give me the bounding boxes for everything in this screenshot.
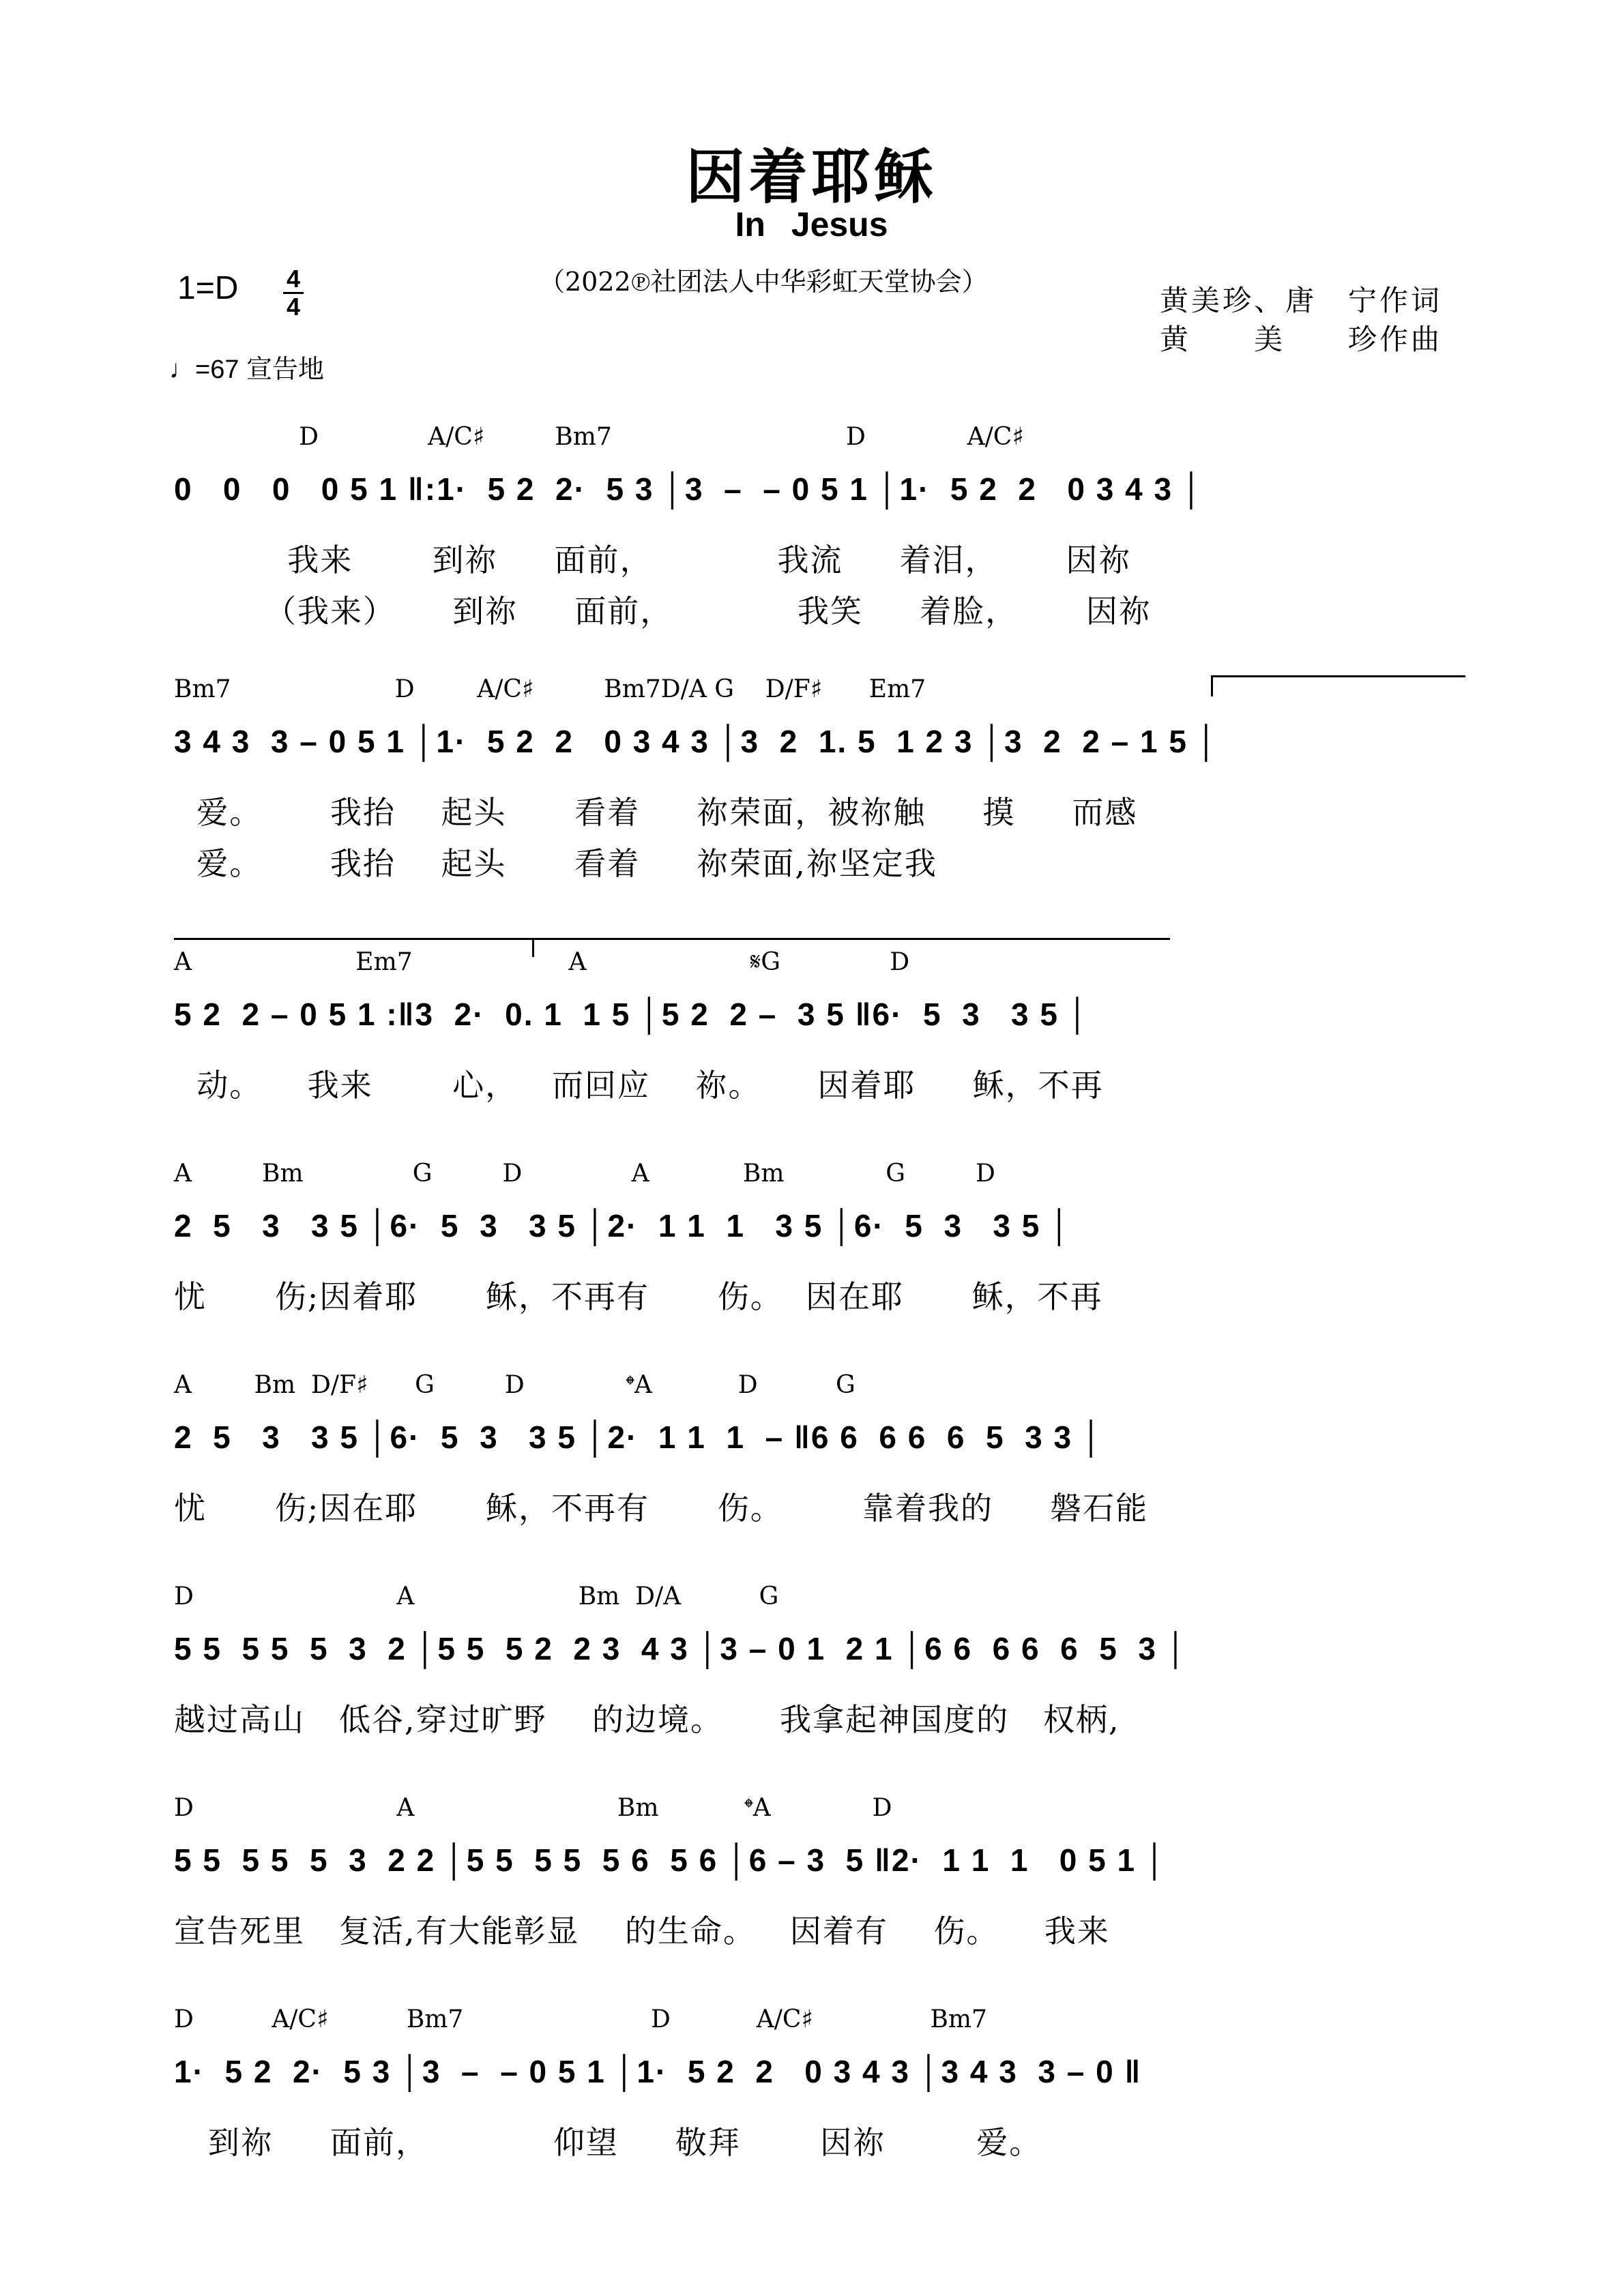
- lyric-verse-2: 爱。 我抬 起头 看着 祢荣面,祢坚定我: [174, 845, 937, 882]
- volta-bracket-2: [532, 938, 1169, 957]
- chord-line: A Bm D/F♯ G D 𝄌A D G: [174, 1371, 856, 1399]
- key-signature: 1=D: [177, 270, 239, 306]
- notation-line: 5 5 5 5 5 3 2 2 │5 5 5 5 5 6 5 6 │6 – 3 5 ‖2· 1 1 1 0 5 1 │: [174, 1842, 1167, 1878]
- score-system-2: [174, 675, 1463, 880]
- chord-line: Bm7 D A/C♯ Bm7D/A G D/F♯ Em7: [174, 675, 926, 703]
- notation-line: 0 0 0 0 5 1 ‖:1· 5 2 2· 5 3 │3 – – 0 5 1 │1· 5 2 2 0 3 4 3 │: [174, 471, 1204, 507]
- notation-line: 3 4 3 3 – 0 5 1 │1· 5 2 2 0 3 4 3 │3 2 1. 5 1 2 3 │3 2 2 – 1 5 │: [174, 724, 1219, 759]
- lyric-verse-1: 我来 到祢 面前， 我流 着泪， 因祢: [174, 542, 1132, 578]
- notation-line: 2 5 3 3 5 │6· 5 3 3 5 │2· 1 1 1 – ‖6 6 6 6 6 5 3 3 │: [174, 1419, 1104, 1455]
- copyright-notice: （2022℗社团法人中华彩虹天堂协会）: [539, 267, 988, 297]
- song-subtitle: In Jesus: [735, 205, 888, 244]
- lyric-verse-2: （我来） 到祢 面前， 我笑 着脸， 因祢: [174, 593, 1152, 630]
- chord-line: D A Bm 𝄌A D: [174, 1794, 892, 1822]
- lyric-verse-1: 宣告死里 复活,有大能彰显 的生命。 因着有 伤。 我来: [174, 1913, 1110, 1949]
- score-system-7: [174, 1794, 1463, 1964]
- lyric-verse-1: 动。 我来 心， 而回应 祢。 因着耶 稣，不再: [174, 1067, 1104, 1104]
- chord-line: D A/C♯ Bm7 D A/C♯: [174, 423, 1024, 451]
- lyric-verse-1: 忧 伤;因在耶 稣，不再有 伤。 靠着我的 磐石能: [174, 1490, 1149, 1527]
- notation-line: 2 5 3 3 5 │6· 5 3 3 5 │2· 1 1 1 3 5 │6· 5 3 3 5 │: [174, 1208, 1072, 1243]
- notation-line: 5 2 2 – 0 5 1 :‖3 2· 0. 1 1 5 │5 2 2 – 3 5 ‖6· 5 3 3 5 │: [174, 997, 1090, 1032]
- chord-line: A Bm G D A Bm G D: [174, 1160, 995, 1188]
- chord-line: D A/C♯ Bm7 D A/C♯ Bm7: [174, 2005, 987, 2033]
- notation-line: 5 5 5 5 5 3 2 │5 5 5 2 2 3 4 3 │3 – 0 1 2 1 │6 6 6 6 6 5 3 │: [174, 1631, 1188, 1666]
- lyric-verse-1: 越过高山 低谷,穿过旷野 的边境。 我拿起神国度的 权柄,: [174, 1701, 1120, 1738]
- chord-line: D A Bm D/A G: [174, 1583, 779, 1610]
- score-system-1: [174, 423, 1463, 628]
- score-system-5: [174, 1371, 1463, 1542]
- composer-credit: 黄 美 珍作曲: [1160, 323, 1443, 356]
- tempo-marking: ♩=67 宣告地: [169, 355, 325, 384]
- time-signature: [283, 266, 304, 320]
- score-system-6: [174, 1583, 1463, 1753]
- lyricist-credit: 黄美珍、唐 宁作词: [1160, 284, 1443, 317]
- lyric-verse-1: 忧 伤;因着耶 稣，不再有 伤。 因在耶 稣，不再: [174, 1278, 1103, 1315]
- score-system-4: [174, 1160, 1463, 1330]
- score-system-3: [174, 948, 1463, 1119]
- lyric-verse-1: 到祢 面前， 仰望 敬拜 因祢 爱。: [174, 2124, 1042, 2161]
- score-system-8: [174, 2005, 1463, 2176]
- notation-line: 1· 5 2 2· 5 3 │3 – – 0 5 1 │1· 5 2 2 0 3 4 3 │3 4 3 3 – 0 ‖: [174, 2054, 1142, 2089]
- song-title: 因着耶稣: [686, 143, 937, 211]
- volta-bracket-1: [1211, 675, 1465, 696]
- chord-line: A Em7 A 𝄋G D: [174, 948, 910, 976]
- lyric-verse-1: 爱。 我抬 起头 看着 祢荣面，被祢触 摸 而感: [174, 794, 1138, 831]
- time-signature-top: 4: [286, 265, 301, 293]
- time-signature-bottom: 4: [286, 293, 301, 321]
